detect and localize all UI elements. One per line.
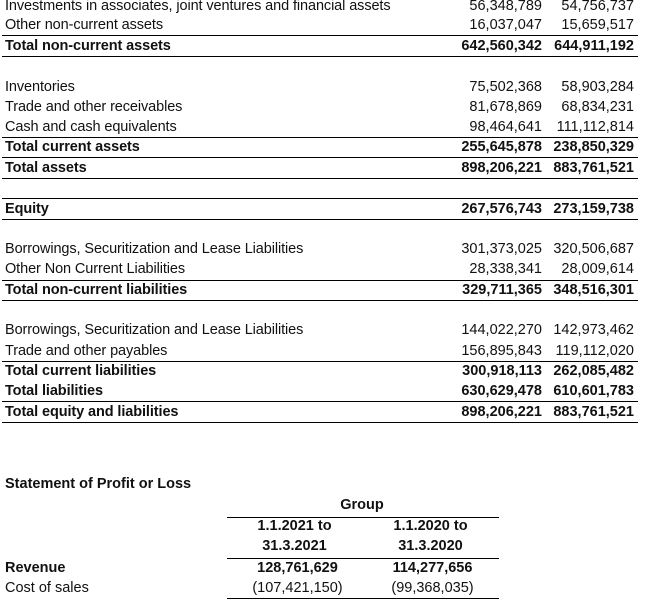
value-2020: (99,368,035): [391, 580, 474, 596]
value-2021: 28,338,341: [469, 261, 542, 277]
table-row: [2, 97, 638, 117]
table-row: [2, 558, 502, 578]
value-2020: 119,112,020: [555, 343, 634, 359]
row-label: Total equity and liabilities: [5, 404, 179, 420]
divider: [227, 598, 499, 599]
row-label: Trade and other payables: [5, 343, 168, 359]
divider: [2, 422, 638, 423]
value-2020: 883,761,521: [553, 160, 634, 176]
value-2021: 56,348,789: [469, 0, 542, 14]
group-header: Group: [340, 497, 384, 513]
total-row: [2, 36, 638, 56]
value-2021: 267,576,743: [461, 201, 542, 217]
row-label: Inventories: [5, 79, 75, 95]
table-row: [2, 341, 638, 361]
row-label: Borrowings, Securitization and Lease Liabilities: [5, 241, 304, 257]
value-2020: 644,911,192: [554, 38, 634, 54]
table-row: [2, 117, 638, 137]
divider: [2, 56, 638, 57]
row-label: Total non-current assets: [5, 38, 171, 54]
row-label: Cash and cash equivalents: [5, 119, 177, 135]
value-2020: 15,659,517: [561, 17, 634, 33]
table-row: [2, 578, 502, 598]
value-2020: 348,516,301: [553, 282, 634, 298]
value-2021: 144,022,270: [461, 322, 542, 338]
total-row: [2, 280, 638, 300]
divider: [2, 219, 638, 220]
row-label: Total assets: [5, 160, 87, 176]
total-row: [2, 137, 638, 157]
total-row: [2, 199, 638, 219]
value-2020: 610,601,783: [553, 383, 634, 399]
value-2021: 300,918,113: [462, 363, 542, 379]
row-label: Total liabilities: [5, 383, 103, 399]
row-label: Borrowings, Securitization and Lease Liabilities: [5, 322, 304, 338]
value-2020: 111,112,814: [556, 119, 634, 135]
row-label: Total current liabilities: [5, 363, 157, 379]
row-label: Equity: [5, 201, 49, 217]
total-row: [2, 381, 638, 401]
value-2020: 142,973,462: [553, 322, 634, 338]
total-row: [2, 361, 638, 381]
table-row: [2, 15, 638, 35]
row-label: Other non-current assets: [5, 17, 163, 33]
table-row: [2, 320, 638, 340]
value-2020: 273,159,738: [553, 201, 634, 217]
value-2020: 54,756,737: [561, 0, 634, 14]
value-2021: 98,464,641: [469, 119, 542, 135]
divider: [2, 300, 638, 301]
row-label: Trade and other receivables: [5, 99, 183, 115]
value-2020: 68,834,231: [561, 99, 634, 115]
value-2021: 128,761,629: [257, 560, 338, 576]
period-header-2020: 1.1.2020 to: [393, 518, 468, 534]
value-2020: 320,506,687: [553, 241, 634, 257]
row-label: Total non-current liabilities: [5, 282, 188, 298]
value-2021: 156,895,843: [461, 343, 542, 359]
value-2021: 255,645,878: [461, 139, 542, 155]
value-2020: 58,903,284: [561, 79, 634, 95]
table-row: [2, 0, 638, 16]
value-2021: (107,421,150): [252, 580, 343, 596]
value-2020: 114,277,656: [392, 560, 473, 576]
value-2021: 898,206,221: [461, 404, 542, 420]
value-2021: 81,678,869: [469, 99, 542, 115]
row-label: Revenue: [5, 560, 66, 576]
value-2021: 898,206,221: [461, 160, 542, 176]
value-2020: 28,009,614: [561, 261, 634, 277]
table-row: [2, 259, 638, 279]
period-header-2021: 1.1.2021 to: [257, 518, 332, 534]
section-title: Statement of Profit or Loss: [5, 476, 192, 492]
table-row: [2, 77, 638, 97]
value-2021: 75,502,368: [469, 79, 542, 95]
row-label: Other Non Current Liabilities: [5, 261, 186, 277]
value-2020: 883,761,521: [553, 404, 634, 420]
divider: [2, 178, 638, 179]
table-row: [2, 239, 638, 259]
period-end-2021: 31.3.2021: [262, 538, 327, 554]
row-label: Cost of sales: [5, 580, 89, 596]
period-end-2020: 31.3.2020: [398, 538, 463, 554]
value-2021: 301,373,025: [461, 241, 542, 257]
value-2020: 238,850,329: [553, 139, 634, 155]
row-label: Investments in associates, joint ventures and financial assets: [5, 0, 391, 14]
row-label: Total current assets: [5, 139, 140, 155]
total-row: [2, 402, 638, 422]
value-2021: 642,560,342: [461, 38, 542, 54]
value-2021: 630,629,478: [461, 383, 542, 399]
value-2021: 329,711,365: [462, 282, 542, 298]
value-2020: 262,085,482: [553, 363, 634, 379]
value-2021: 16,037,047: [469, 17, 542, 33]
total-row: [2, 158, 638, 178]
